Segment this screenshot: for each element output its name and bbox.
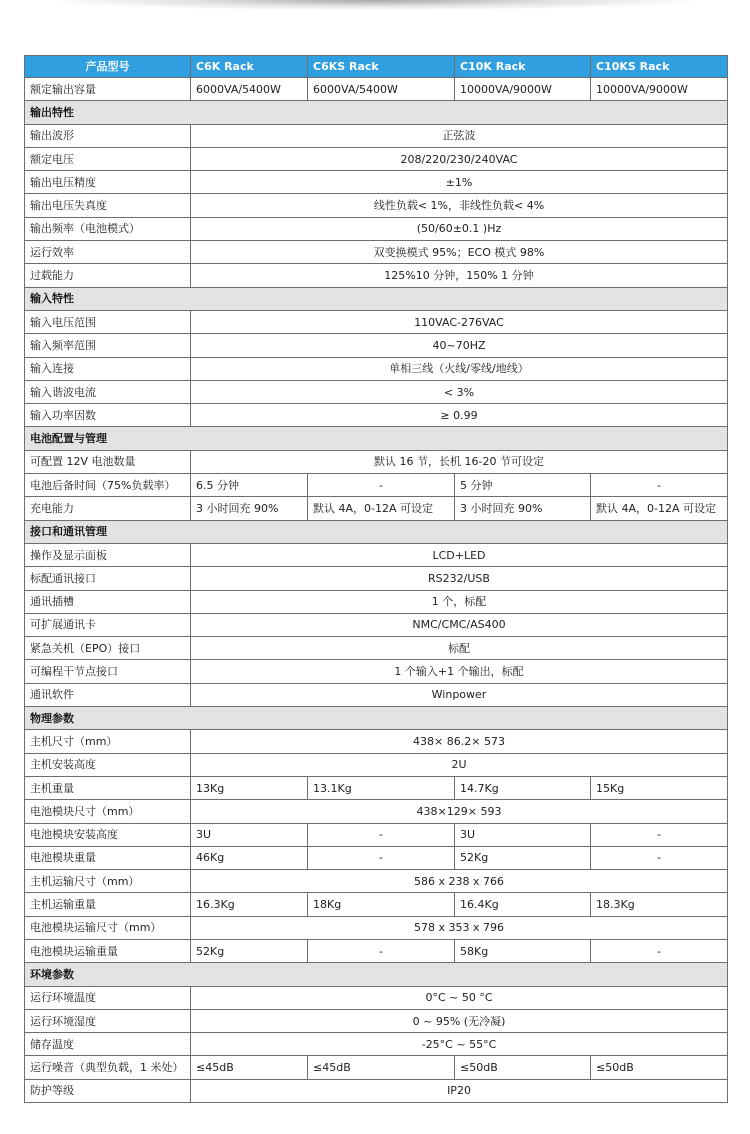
spec-row bbox=[25, 590, 728, 613]
spec-value-cell: 10000VA/9000W bbox=[455, 78, 591, 101]
spec-row bbox=[25, 660, 728, 683]
spec-row bbox=[25, 147, 728, 170]
spec-row bbox=[25, 357, 728, 380]
spec-row bbox=[25, 916, 728, 939]
spec-value-cell: - bbox=[308, 939, 455, 962]
spec-value-all-models: 标配 bbox=[191, 637, 728, 660]
spec-value-cell: 6000VA/5400W bbox=[191, 78, 308, 101]
spec-value-all-models: < 3% bbox=[191, 380, 728, 403]
spec-value-cell: 15Kg bbox=[591, 776, 728, 799]
header-model-c10k: C10K Rack bbox=[455, 56, 591, 78]
spec-value-all-models: NMC/CMC/AS400 bbox=[191, 613, 728, 636]
spec-value-cell: 3U bbox=[455, 823, 591, 846]
spec-row bbox=[25, 1079, 728, 1102]
section-heading: 接口和通讯管理 bbox=[25, 520, 728, 543]
spec-label: 输出电压精度 bbox=[25, 171, 191, 194]
spec-row bbox=[25, 613, 728, 636]
spec-value-all-models: 578 x 353 x 796 bbox=[191, 916, 728, 939]
spec-row bbox=[25, 310, 728, 333]
spec-label: 通讯插槽 bbox=[25, 590, 191, 613]
spec-label: 输入频率范围 bbox=[25, 334, 191, 357]
spec-label: 电池模块尺寸（mm） bbox=[25, 800, 191, 823]
spec-value-cell: 14.7Kg bbox=[455, 776, 591, 799]
spec-value-cell: ≤50dB bbox=[591, 1056, 728, 1079]
spec-value-all-models: LCD+LED bbox=[191, 543, 728, 566]
spec-value-all-models: 正弦波 bbox=[191, 124, 728, 147]
spec-label: 输入谐波电流 bbox=[25, 380, 191, 403]
spec-row bbox=[25, 497, 728, 520]
spec-label: 电池模块运输重量 bbox=[25, 939, 191, 962]
spec-label: 输入连接 bbox=[25, 357, 191, 380]
spec-row bbox=[25, 241, 728, 264]
spec-value-cell: - bbox=[591, 823, 728, 846]
spec-label: 额定电压 bbox=[25, 147, 191, 170]
spec-value-all-models: 1 个输入+1 个输出，标配 bbox=[191, 660, 728, 683]
spec-label: 主机尺寸（mm） bbox=[25, 730, 191, 753]
spec-row bbox=[25, 217, 728, 240]
spec-value-cell: 13.1Kg bbox=[308, 776, 455, 799]
spec-value-all-models: 0 ~ 95% (无冷凝) bbox=[191, 1009, 728, 1032]
spec-label: 输出频率（电池模式） bbox=[25, 217, 191, 240]
header-row bbox=[25, 56, 728, 78]
spec-label: 运行效率 bbox=[25, 241, 191, 264]
spec-value-cell: 52Kg bbox=[191, 939, 308, 962]
spec-value-all-models: 586 x 238 x 766 bbox=[191, 870, 728, 893]
section-heading: 电池配置与管理 bbox=[25, 427, 728, 450]
spec-value-cell: 10000VA/9000W bbox=[591, 78, 728, 101]
spec-label: 输入功率因数 bbox=[25, 404, 191, 427]
spec-row bbox=[25, 986, 728, 1009]
spec-value-all-models: 1 个，标配 bbox=[191, 590, 728, 613]
spec-value-cell: - bbox=[591, 846, 728, 869]
spec-row bbox=[25, 543, 728, 566]
spec-value-all-models: RS232/USB bbox=[191, 567, 728, 590]
spec-value-all-models: ±1% bbox=[191, 171, 728, 194]
header-model-c6ks: C6KS Rack bbox=[308, 56, 455, 78]
spec-value-all-models: IP20 bbox=[191, 1079, 728, 1102]
spec-row bbox=[25, 1009, 728, 1032]
spec-label: 运行环境湿度 bbox=[25, 1009, 191, 1032]
spec-label: 电池模块重量 bbox=[25, 846, 191, 869]
spec-row bbox=[25, 870, 728, 893]
spec-label: 电池模块运输尺寸（mm） bbox=[25, 916, 191, 939]
spec-value-cell: 18.3Kg bbox=[591, 893, 728, 916]
section-row bbox=[25, 963, 728, 986]
spec-value-cell: 18Kg bbox=[308, 893, 455, 916]
spec-value-cell: 默认 4A，0-12A 可设定 bbox=[591, 497, 728, 520]
spec-table-body bbox=[25, 78, 728, 1103]
spec-value-cell: 6.5 分钟 bbox=[191, 474, 308, 497]
spec-row bbox=[25, 124, 728, 147]
spec-label: 主机安装高度 bbox=[25, 753, 191, 776]
spec-row bbox=[25, 893, 728, 916]
spec-value-cell: 3 小时回充 90% bbox=[455, 497, 591, 520]
spec-row bbox=[25, 450, 728, 473]
spec-row bbox=[25, 823, 728, 846]
section-row bbox=[25, 287, 728, 310]
spec-value-cell: - bbox=[308, 474, 455, 497]
spec-row bbox=[25, 1056, 728, 1079]
spec-row bbox=[25, 939, 728, 962]
spec-value-cell: 52Kg bbox=[455, 846, 591, 869]
spec-value-all-models: 208/220/230/240VAC bbox=[191, 147, 728, 170]
spec-label: 通讯软件 bbox=[25, 683, 191, 706]
section-row bbox=[25, 101, 728, 124]
header-label: 产品型号 bbox=[25, 56, 191, 78]
section-row bbox=[25, 427, 728, 450]
spec-value-cell: 默认 4A，0-12A 可设定 bbox=[308, 497, 455, 520]
spec-row bbox=[25, 78, 728, 101]
top-shadow-decoration bbox=[60, 0, 690, 10]
spec-label: 主机运输重量 bbox=[25, 893, 191, 916]
spec-label: 可配置 12V 电池数量 bbox=[25, 450, 191, 473]
spec-label: 储存温度 bbox=[25, 1033, 191, 1056]
spec-value-cell: - bbox=[591, 474, 728, 497]
spec-value-all-models: 默认 16 节，长机 16-20 节可设定 bbox=[191, 450, 728, 473]
spec-value-all-models: Winpower bbox=[191, 683, 728, 706]
spec-row bbox=[25, 404, 728, 427]
spec-value-cell: 58Kg bbox=[455, 939, 591, 962]
spec-value-cell: 46Kg bbox=[191, 846, 308, 869]
spec-value-all-models: 40~70HZ bbox=[191, 334, 728, 357]
spec-row bbox=[25, 171, 728, 194]
spec-row bbox=[25, 194, 728, 217]
spec-row bbox=[25, 683, 728, 706]
spec-value-all-models: -25°C ~ 55°C bbox=[191, 1033, 728, 1056]
section-row bbox=[25, 707, 728, 730]
spec-value-all-models: 单相三线（火线/零线/地线） bbox=[191, 357, 728, 380]
spec-value-all-models: (50/60±0.1 )Hz bbox=[191, 217, 728, 240]
spec-row bbox=[25, 753, 728, 776]
section-heading: 输出特性 bbox=[25, 101, 728, 124]
spec-row bbox=[25, 334, 728, 357]
spec-value-all-models: 125%10 分钟，150% 1 分钟 bbox=[191, 264, 728, 287]
spec-label: 可扩展通讯卡 bbox=[25, 613, 191, 636]
spec-value-cell: - bbox=[308, 823, 455, 846]
spec-label: 操作及显示面板 bbox=[25, 543, 191, 566]
spec-value-cell: ≤45dB bbox=[308, 1056, 455, 1079]
spec-label: 紧急关机（EPO）接口 bbox=[25, 637, 191, 660]
spec-label: 运行环境温度 bbox=[25, 986, 191, 1009]
spec-row bbox=[25, 474, 728, 497]
spec-row bbox=[25, 567, 728, 590]
spec-value-cell: - bbox=[591, 939, 728, 962]
spec-label: 额定输出容量 bbox=[25, 78, 191, 101]
spec-value-all-models: 438× 86.2× 573 bbox=[191, 730, 728, 753]
spec-value-all-models: 0°C ~ 50 °C bbox=[191, 986, 728, 1009]
spec-value-all-models: 110VAC-276VAC bbox=[191, 310, 728, 333]
spec-value-cell: 3U bbox=[191, 823, 308, 846]
spec-table bbox=[24, 55, 728, 1103]
spec-value-all-models: ≥ 0.99 bbox=[191, 404, 728, 427]
spec-value-cell: - bbox=[308, 846, 455, 869]
spec-label: 输出波形 bbox=[25, 124, 191, 147]
section-heading: 物理参数 bbox=[25, 707, 728, 730]
spec-value-cell: ≤45dB bbox=[191, 1056, 308, 1079]
spec-value-cell: ≤50dB bbox=[455, 1056, 591, 1079]
spec-value-all-models: 2U bbox=[191, 753, 728, 776]
spec-label: 输出电压失真度 bbox=[25, 194, 191, 217]
section-heading: 环境参数 bbox=[25, 963, 728, 986]
spec-value-all-models: 双变换模式 95%；ECO 模式 98% bbox=[191, 241, 728, 264]
header-model-c6k: C6K Rack bbox=[191, 56, 308, 78]
spec-value-cell: 16.4Kg bbox=[455, 893, 591, 916]
spec-row bbox=[25, 800, 728, 823]
spec-label: 过载能力 bbox=[25, 264, 191, 287]
spec-label: 主机重量 bbox=[25, 776, 191, 799]
header-model-c10ks: C10KS Rack bbox=[591, 56, 728, 78]
spec-label: 电池模块安装高度 bbox=[25, 823, 191, 846]
spec-value-all-models: 438×129× 593 bbox=[191, 800, 728, 823]
section-heading: 输入特性 bbox=[25, 287, 728, 310]
spec-row bbox=[25, 730, 728, 753]
spec-label: 防护等级 bbox=[25, 1079, 191, 1102]
spec-value-cell: 5 分钟 bbox=[455, 474, 591, 497]
spec-label: 可编程干节点接口 bbox=[25, 660, 191, 683]
spec-row bbox=[25, 264, 728, 287]
spec-row bbox=[25, 776, 728, 799]
section-row bbox=[25, 520, 728, 543]
spec-value-cell: 3 小时回充 90% bbox=[191, 497, 308, 520]
spec-table-header bbox=[25, 56, 728, 78]
spec-value-all-models: 线性负载< 1%，非线性负载< 4% bbox=[191, 194, 728, 217]
spec-label: 充电能力 bbox=[25, 497, 191, 520]
spec-row bbox=[25, 380, 728, 403]
spec-row bbox=[25, 1033, 728, 1056]
spec-value-cell: 6000VA/5400W bbox=[308, 78, 455, 101]
spec-label: 输入电压范围 bbox=[25, 310, 191, 333]
spec-value-cell: 16.3Kg bbox=[191, 893, 308, 916]
spec-label: 运行噪音（典型负载，1 米处） bbox=[25, 1056, 191, 1079]
spec-label: 标配通讯接口 bbox=[25, 567, 191, 590]
spec-row bbox=[25, 637, 728, 660]
spec-value-cell: 13Kg bbox=[191, 776, 308, 799]
spec-label: 主机运输尺寸（mm） bbox=[25, 870, 191, 893]
spec-row bbox=[25, 846, 728, 869]
spec-label: 电池后备时间（75%负载率） bbox=[25, 474, 191, 497]
